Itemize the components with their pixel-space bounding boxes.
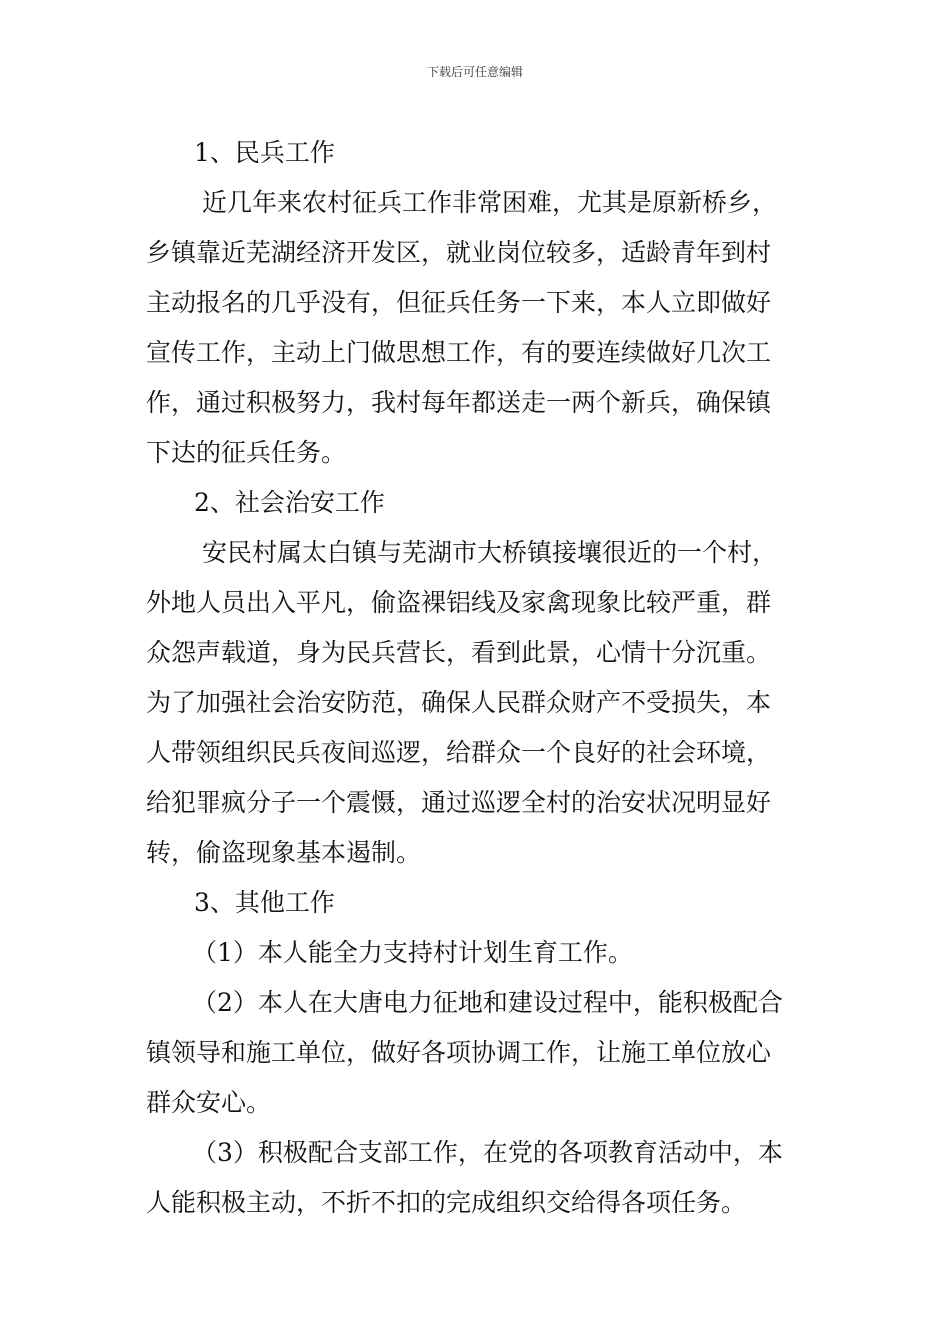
section-heading: 3、其他工作 xyxy=(194,888,335,917)
section-militia-work xyxy=(146,128,810,478)
paragraph-line: 为了加强社会治安防范，确保人民群众财产不受损失，本 xyxy=(146,688,772,717)
paragraph xyxy=(146,528,810,878)
paragraph-line: （1）本人能全力支持村计划生育工作。 xyxy=(192,938,633,967)
section-heading: 2、社会治安工作 xyxy=(194,488,385,517)
section-public-security-work xyxy=(146,478,810,878)
paragraph-line: 群众安心。 xyxy=(146,1088,272,1117)
paragraph-line: 给犯罪疯分子一个震慑，通过巡逻全村的治安状况明显好 xyxy=(146,788,772,817)
list-item xyxy=(146,928,810,978)
page-header: 下载后可任意编辑 xyxy=(426,65,523,79)
list-item xyxy=(146,978,810,1128)
paragraph-line: 乡镇靠近芜湖经济开发区，就业岗位较多，适龄青年到村 xyxy=(146,238,772,267)
paragraph-line: 安民村属太白镇与芜湖市大桥镇接壤很近的一个村， xyxy=(202,538,778,567)
paragraph-line: 转，偷盗现象基本遏制。 xyxy=(146,838,422,867)
paragraph-line: 人带领组织民兵夜间巡逻，给群众一个良好的社会环境， xyxy=(146,738,772,767)
paragraph-line: 下达的征兵任务。 xyxy=(146,438,347,467)
paragraph-line: 众怨声载道，身为民兵营长，看到此景，心情十分沉重。 xyxy=(146,638,772,667)
paragraph-line: 主动报名的几乎没有，但征兵任务一下来，本人立即做好 xyxy=(146,288,772,317)
paragraph-line: （3）积极配合支部工作，在党的各项教育活动中，本 xyxy=(192,1138,783,1167)
section-heading: 1、民兵工作 xyxy=(194,138,335,167)
paragraph-line: 人能积极主动，不折不扣的完成组织交给得各项任务。 xyxy=(146,1188,747,1217)
paragraph-line: 外地人员出入平凡，偷盗裸铝线及家禽现象比较严重，群 xyxy=(146,588,772,617)
paragraph-line: 近几年来农村征兵工作非常困难，尤其是原新桥乡， xyxy=(202,188,778,217)
paragraph-line: （2）本人在大唐电力征地和建设过程中，能积极配合 xyxy=(192,988,783,1017)
paragraph-line: 宣传工作，主动上门做思想工作，有的要连续做好几次工 xyxy=(146,338,772,367)
document-body xyxy=(146,128,810,1228)
section-other-work xyxy=(146,878,810,1228)
paragraph xyxy=(146,178,810,478)
paragraph-line: 镇领导和施工单位，做好各项协调工作，让施工单位放心 xyxy=(146,1038,772,1067)
paragraph-line: 作，通过积极努力，我村每年都送走一两个新兵，确保镇 xyxy=(146,388,772,417)
list-item xyxy=(146,1128,810,1228)
